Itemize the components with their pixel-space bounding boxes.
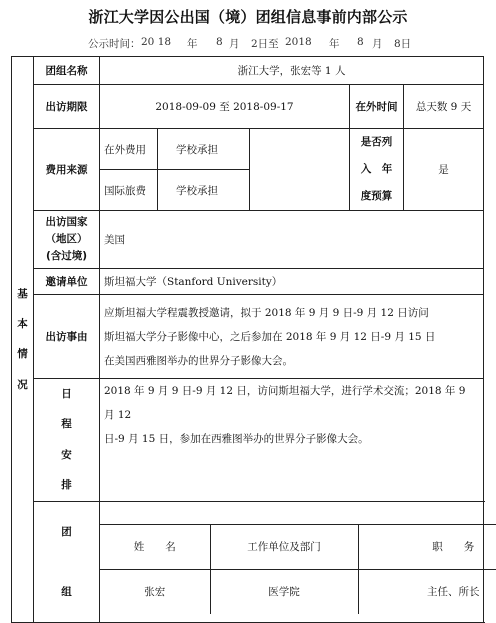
inviter-label: 邀请单位	[34, 269, 100, 295]
notice-year-1: 年	[187, 38, 198, 50]
country-value: 美国	[100, 211, 484, 269]
notice-start-month: 8	[216, 36, 223, 48]
notice-year-2: 年	[329, 38, 340, 50]
country-label: 出访国家 （地区） (含过境)	[34, 211, 100, 269]
inviter-value: 斯坦福大学（Stanford University）	[100, 269, 484, 295]
travel-cost-label: 国际旅费	[100, 170, 158, 211]
travel-cost-value: 学校承担	[158, 170, 250, 211]
abroad-cost-value: 学校承担	[158, 129, 250, 170]
section-group: 团 组	[34, 501, 100, 622]
funding-label: 费用来源	[34, 129, 100, 211]
abroad-time-label: 在外时间	[350, 85, 404, 129]
group-name-label: 团组名称	[34, 57, 100, 85]
period-label: 出访期限	[34, 85, 100, 129]
funding-blank	[250, 129, 350, 211]
member-header-position: 职 务	[358, 524, 496, 569]
member-name: 张宏	[100, 569, 210, 614]
notice-start-day: 2日至	[251, 38, 279, 50]
abroad-time-value: 总天数 9 天	[404, 85, 484, 129]
purpose-value: 应斯坦福大学程震教授邀请，拟于 2018 年 9 月 9 日-9 月 12 日访问 斯坦福大学分子影像中心，之后参加在 2018 年 9 月 12 日-9 月 15 日 在美国西雅图举办的世界分子影像大会。	[100, 295, 484, 379]
notice-end-day: 8日	[394, 38, 412, 50]
period-value: 2018-09-09 至 2018-09-17	[100, 85, 350, 129]
member-header-dept: 工作单位及部门	[210, 524, 358, 569]
notice-end-month: 8	[357, 36, 364, 48]
group-name-value: 浙江大学，张宏等 1 人	[100, 57, 484, 85]
table-row	[100, 569, 496, 614]
notice-month-1: 月	[229, 38, 240, 50]
notice-end-year: 2018	[285, 36, 312, 48]
abroad-cost-label: 在外费用	[100, 129, 158, 170]
budget-value: 是	[404, 129, 484, 211]
member-dept: 医学院	[210, 569, 358, 614]
info-table	[11, 56, 484, 623]
section-schedule: 日 程 安 排	[34, 379, 100, 502]
members-gap	[100, 502, 483, 524]
page-title: 浙江大学因公出国（境）团组信息事前内部公示	[88, 8, 408, 26]
member-header-name: 姓 名	[100, 524, 210, 569]
notice-start-year: 20 18	[141, 36, 172, 48]
members-table	[100, 524, 496, 614]
notice-label: 公示时间：	[88, 38, 141, 50]
member-position: 主任、所长	[358, 569, 496, 614]
members-cell	[100, 501, 484, 622]
section-basic: 基 本 情 况	[12, 57, 34, 623]
schedule-value: 2018 年 9 月 9 日-9 月 12 日，访问斯坦福大学，进行学术交流；2018 年 9 月 12 日-9 月 15 日，参加在西雅图举办的世界分子影像大会。	[100, 379, 484, 502]
budget-label: 是否列 入 年 度预算	[350, 129, 404, 211]
purpose-label: 出访事由	[34, 295, 100, 379]
notice-month-2: 月	[372, 38, 383, 50]
